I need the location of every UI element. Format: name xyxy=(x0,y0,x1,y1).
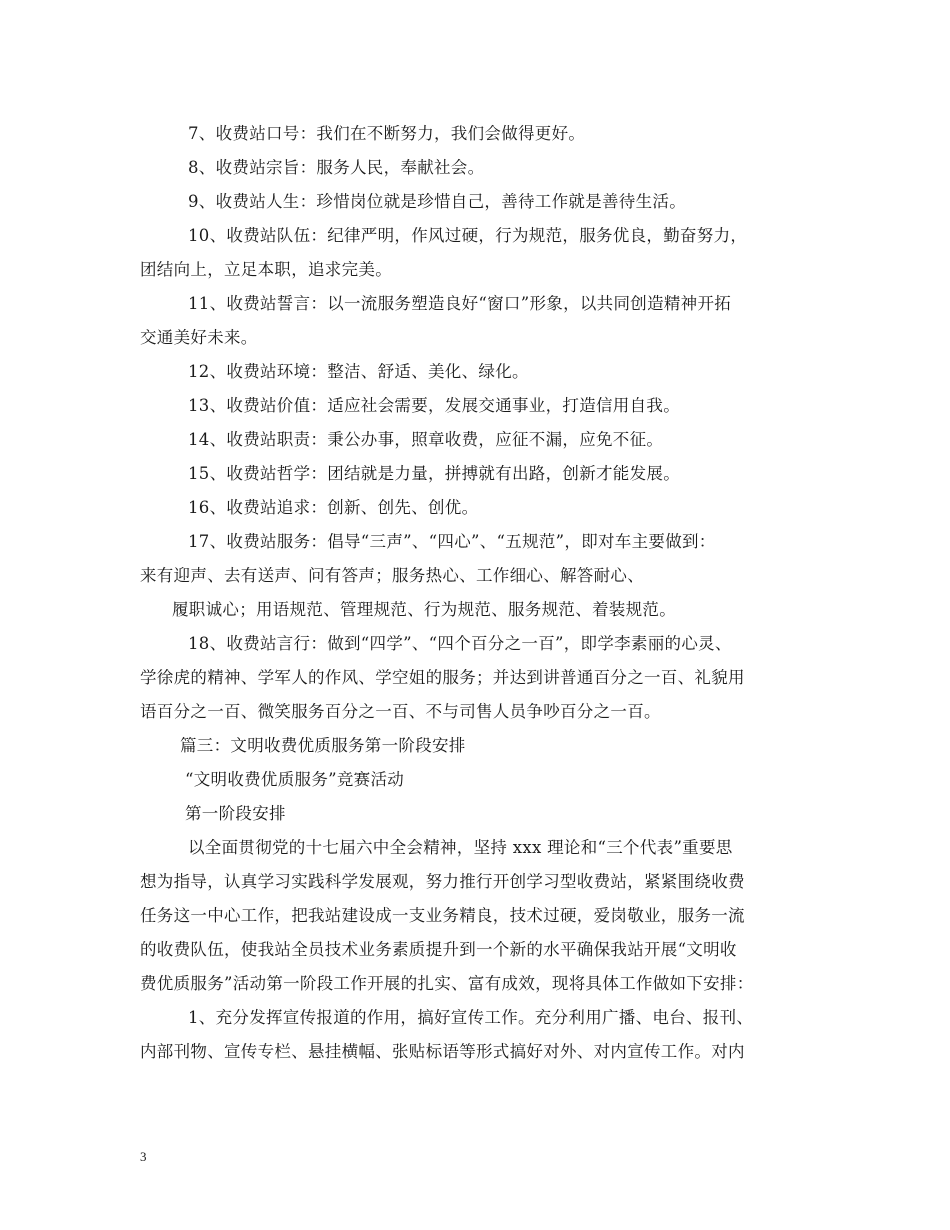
text-line: 费优质服务”活动第一阶段工作开展的扎实、富有成效，现将具体工作做如下安排： xyxy=(140,974,754,993)
text-line: 的收费队伍，使我站全员技术业务素质提升到一个新的水平确保我站开展“文明收 xyxy=(140,940,737,959)
section-subheading: 第一阶段安排 xyxy=(185,804,286,823)
text-line: 12、收费站环境：整洁、舒适、美化、绿化。 xyxy=(188,362,529,381)
text-line: 14、收费站职责：秉公办事，照章收费，应征不漏，应免不征。 xyxy=(188,430,664,449)
page-number: 3 xyxy=(140,1149,147,1164)
text-line: 想为指导，认真学习实践科学发展观，努力推行开创学习型收费站，紧紧围绕收费 xyxy=(140,872,745,891)
text-line: 8、收费站宗旨：服务人民，奉献社会。 xyxy=(188,158,485,177)
text-line: 7、收费站口号：我们在不断努力，我们会做得更好。 xyxy=(188,124,586,143)
text-line: 15、收费站哲学：团结就是力量，拼搏就有出路，创新才能发展。 xyxy=(188,464,680,483)
text-line: 1、充分发挥宣传报道的作用，搞好宣传工作。充分利用广播、电台、报刊、 xyxy=(188,1008,754,1027)
text-line: 以全面贯彻党的十七届六中全会精神，坚持 xxx 理论和“三个代表”重要思 xyxy=(188,838,733,857)
text-line: 内部刊物、宣传专栏、悬挂横幅、张贴标语等形式搞好对外、对内宣传工作。对内 xyxy=(140,1042,745,1061)
text-line: 履职诚心；用语规范、管理规范、行为规范、服务规范、着装规范。 xyxy=(172,600,676,619)
text-line: 语百分之一百、微笑服务百分之一百、不与司售人员争吵百分之一百。 xyxy=(140,702,661,721)
text-line: 来有迎声、去有送声、问有答声；服务热心、工作细心、解答耐心、 xyxy=(140,566,644,585)
text-line: 交通美好未来。 xyxy=(140,328,258,347)
document-body xyxy=(140,117,830,1069)
text-line: 10、收费站队伍：纪律严明，作风过硬，行为规范，服务优良，勤奋努力， xyxy=(188,226,748,245)
text-line: 16、收费站追求：创新、创先、创优。 xyxy=(188,498,479,517)
text-line: 学徐虎的精神、学军人的作风、学空姐的服务；并达到讲普通百分之一百、礼貌用 xyxy=(140,668,745,687)
text-line: 任务这一中心工作，把我站建设成一支业务精良，技术过硬，爱岗敬业，服务一流 xyxy=(140,906,745,925)
text-line: 18、收费站言行：做到“四学”、“四个百分之一百”，即学李素丽的心灵、 xyxy=(188,634,732,653)
section-heading: 篇三：文明收费优质服务第一阶段安排 xyxy=(180,736,466,755)
section-subheading: “文明收费优质服务”竞赛活动 xyxy=(185,770,405,789)
text-line: 11、收费站誓言：以一流服务塑造良好“窗口”形象，以共同创造精神开拓 xyxy=(188,294,732,313)
text-line: 9、收费站人生：珍惜岗位就是珍惜自己，善待工作就是善待生活。 xyxy=(188,192,686,211)
text-line: 团结向上，立足本职，追求完美。 xyxy=(140,260,392,279)
text-line: 13、收费站价值：适应社会需要，发展交通事业，打造信用自我。 xyxy=(188,396,680,415)
text-line: 17、收费站服务：倡导“三声”、“四心”、“五规范”，即对车主要做到： xyxy=(188,532,716,551)
